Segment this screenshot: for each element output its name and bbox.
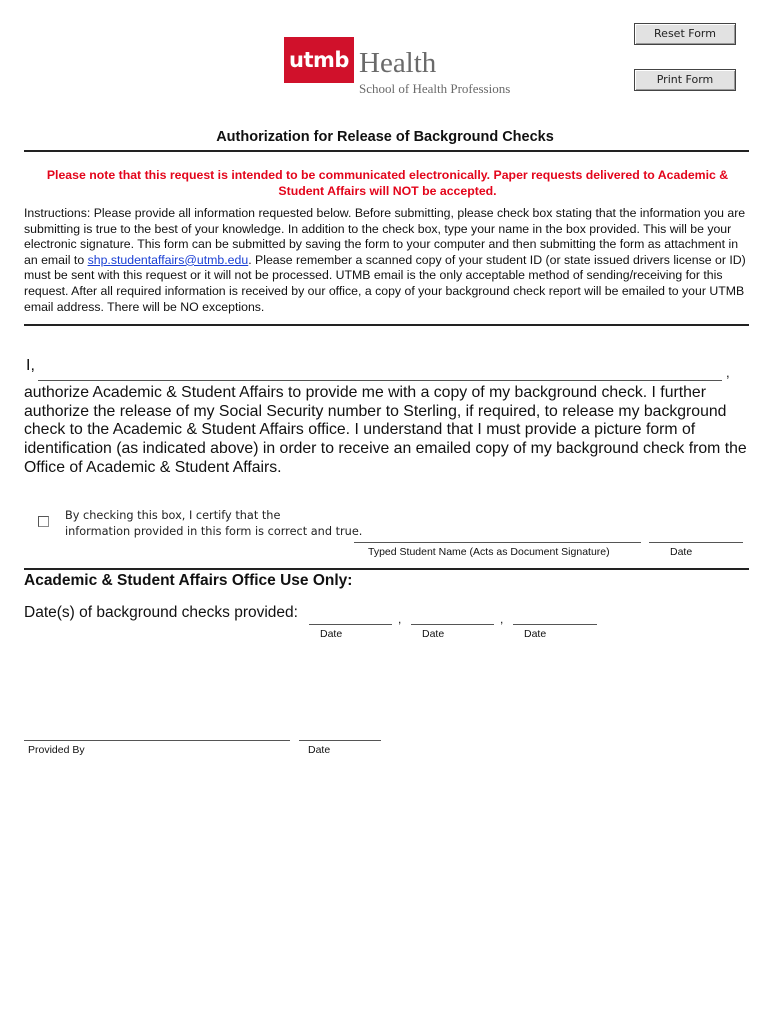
provided-by-label: Provided By: [28, 744, 85, 756]
instructions-part-2: . Please remember a scanned copy of your student ID (or state issued drivers license or ID) must be sent with this request or it will not be processed. UTMB email is the only acceptable method of sending/receiving for this request. After all required information is received by our office, a copy of your background check report will be emailed to your UTMB email address. There will be NO exceptions.: [24, 252, 746, 314]
typed-signature-input[interactable]: [354, 526, 641, 543]
form-title: Authorization for Release of Background Checks: [216, 129, 554, 145]
office-divider: [24, 568, 749, 570]
title-divider: [24, 150, 749, 152]
certify-line-2: information provided in this form is correct and true.: [65, 524, 363, 538]
electronic-notice: Please note that this request is intended to be communicated electronically. Paper requests delivered to Academic & Student Affairs will NOT be accepted.: [46, 168, 729, 198]
date-comma-1: ,: [398, 612, 402, 626]
reset-form-button[interactable]: Reset Form: [634, 23, 736, 45]
instructions-text: [24, 206, 748, 315]
authorization-text: authorize Academic & Student Affairs to provide me with a copy of my background check. I further authorize the release of my Social Security number to Sterling, if required, to release my background check to the Academic & Student Affairs office. I understand that I must provide a picture form of identification (as indicated above) in order to receive an emailed copy of my background check from the Office of Academic & Student Affairs.: [24, 384, 747, 476]
check-date-input-1[interactable]: [309, 608, 392, 625]
utmb-logo-mark: utmb: [284, 37, 354, 83]
name-comma: ,: [726, 365, 730, 380]
check-date-input-2[interactable]: [411, 608, 494, 625]
signature-date-input[interactable]: [649, 526, 743, 543]
email-link[interactable]: shp.studentaffairs@utmb.edu: [87, 252, 249, 267]
provided-date-label: Date: [308, 744, 331, 756]
i-label: I,: [26, 357, 35, 374]
check-date-label-1: Date: [320, 628, 343, 640]
check-dates-label: Date(s) of background checks provided:: [24, 604, 298, 621]
provided-by-input[interactable]: [24, 724, 290, 741]
instructions-divider: [24, 324, 749, 326]
student-name-input[interactable]: [38, 363, 722, 381]
logo-health-text: Health: [359, 47, 437, 79]
office-use-title: Academic & Student Affairs Office Use Only:: [24, 572, 353, 589]
check-date-label-2: Date: [422, 628, 445, 640]
certify-text: [65, 508, 362, 539]
provided-date-input[interactable]: [299, 724, 381, 741]
logo-school-text: School of Health Professions: [359, 81, 511, 96]
certify-line-1: By checking this box, I certify that the: [65, 509, 281, 522]
instructions-part-1: Instructions: Please provide all information requested below. Before submitting, please check box stating that the information you are submitting is true to the best of your knowledge. In addition to the check box, type your name in the box provided. This will be your electronic signature. This form can be submitted by saving the form to your computer and then submitting the form as attachment in an email to: [24, 206, 746, 267]
print-form-button[interactable]: Print Form: [634, 69, 736, 91]
check-date-label-3: Date: [524, 628, 547, 640]
date-comma-2: ,: [500, 612, 504, 626]
check-date-input-3[interactable]: [513, 608, 597, 625]
certify-checkbox[interactable]: [38, 516, 49, 527]
signature-date-label: Date: [670, 546, 693, 558]
signature-label: Typed Student Name (Acts as Document Signature): [368, 546, 610, 558]
